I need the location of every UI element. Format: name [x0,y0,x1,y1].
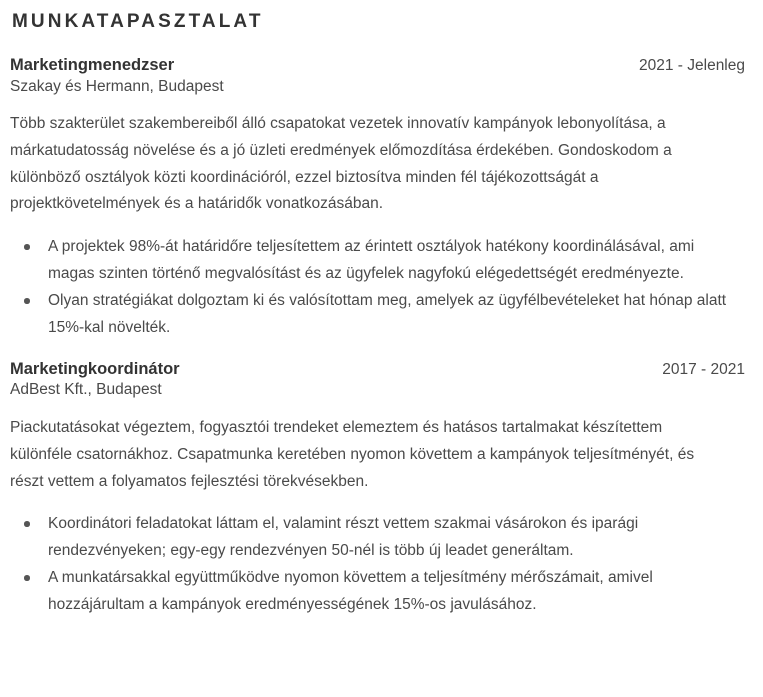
experience-entry-header-left [10,55,224,98]
list-item-text: Olyan stratégiákat dolgoztam ki és valósítottam meg, amelyek az ügyfélbevételeket hat hónap alatt 15%-kal növelték. [48,292,727,337]
list-item-text: A munkatársakkal együttműködve nyomon követtem a teljesítmény mérőszámait, amivel hozzájárultam a kampányok eredményességének 15%-os javulásához. [48,569,653,614]
list-item [10,565,738,618]
job-title: Marketingkoordinátor [10,359,180,378]
bullet-dot-icon [24,244,30,250]
list-item [10,288,738,341]
bullet-dot-icon [24,575,30,581]
list-item [10,511,738,564]
achievement-list [10,234,738,342]
experience-entry-header-left [10,359,180,402]
bullet-dot-icon [24,521,30,527]
employment-date-range: 2021 - Jelenleg [639,56,745,74]
experience-entry-header [10,359,745,402]
experience-entry [10,359,745,619]
list-item [10,234,738,287]
experience-entry-header [10,55,745,98]
employment-date-range: 2017 - 2021 [662,360,745,378]
experience-entry [10,55,745,342]
achievement-list [10,511,738,619]
section-heading-work-experience: MUNKATAPASZTALAT [12,11,264,32]
role-summary-paragraph: Több szakterület szakembereiből álló csapatokat vezetek innovatív kampányok lebonyolítása, a márkatudatosság növelése és a jó üzleti eredmények előmozdítása érdekében. Gondoskodom a különböző osztályok közti koordinációról, ezzel biztosítva minden fél tájékozottságát a projektkövetelmények és a határidők vonatkozásában. [10,115,672,213]
entry-spacer [10,343,745,359]
list-item-text: Koordinátori feladatokat láttam el, valamint részt vettem szakmai vásárokon és iparági rendezvényeken; egy-egy rendezvényen 50-nél is több új leadet generáltam. [48,515,639,559]
bullet-dot-icon [24,298,30,304]
list-item-text: A projektek 98%-át határidőre teljesítettem az érintett osztályok hatékony koordinálásával, ami magas szinten történő megvalósítást és az ügyfelek nagyfokú elégedettségét eredményezte. [48,238,695,282]
role-summary-paragraph: Piackutatásokat végeztem, fogyasztói trendeket elemeztem és hatásos tartalmakat készítettem különféle csatornákhoz. Csapatmunka keretében nyomon követtem a kampányok teljesítményét, és részt vettem a folyamatos fejlesztési törekvésekben. [10,419,695,490]
job-title: Marketingmenedzser [10,55,175,74]
employer-and-location: AdBest Kft., Budapest [10,381,162,399]
employer-and-location: Szakay és Hermann, Budapest [10,77,224,95]
